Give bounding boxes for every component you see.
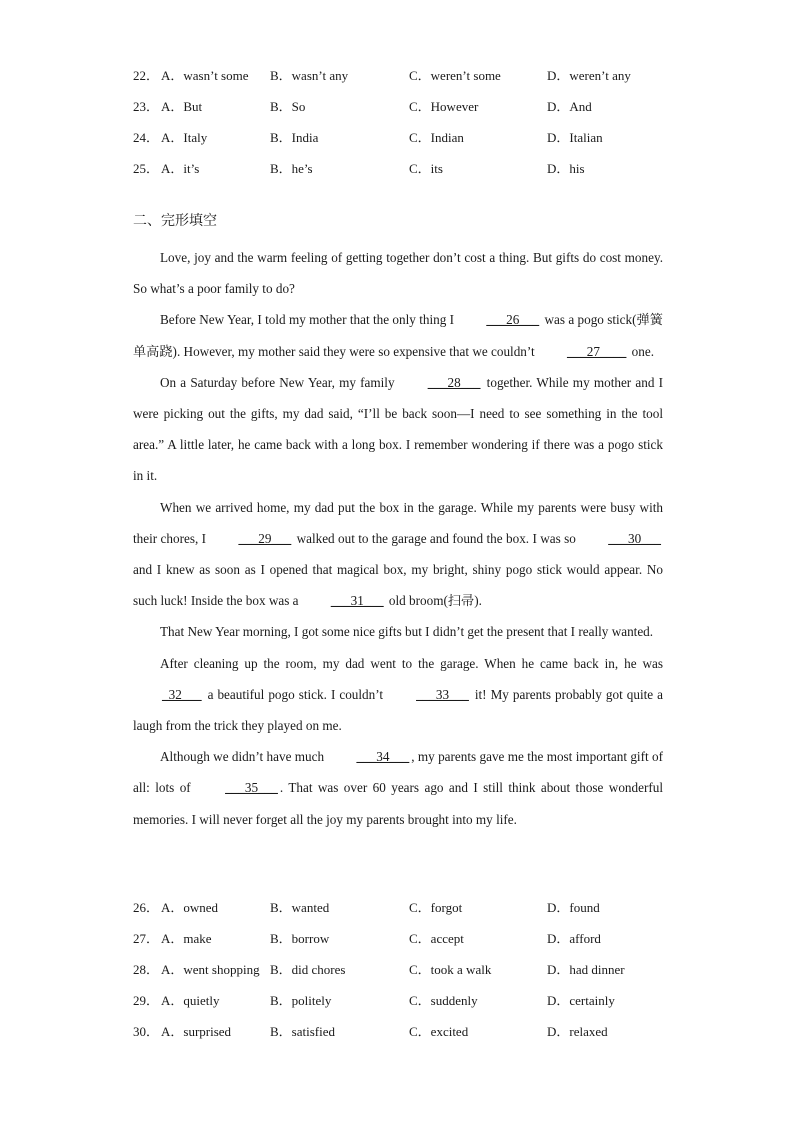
question-number: 28． bbox=[133, 962, 160, 977]
option-d: D．relaxed bbox=[547, 1024, 608, 1039]
paragraph-text: a beautiful pogo stick. I couldn’t bbox=[203, 686, 388, 702]
question-row bbox=[133, 898, 693, 918]
paragraph bbox=[133, 492, 663, 617]
option-b: B．So bbox=[270, 99, 306, 114]
option-b: B．India bbox=[270, 130, 319, 145]
question-number: 27． bbox=[133, 931, 160, 946]
option-d: D．his bbox=[547, 161, 585, 176]
paragraph-text: When we arrived home, my dad put the box in the garage. While my parents were busy with their chores, I bbox=[133, 499, 663, 546]
option-a: A．make bbox=[161, 931, 212, 946]
paragraph-text: one. bbox=[628, 343, 654, 359]
paragraph-text: together. While my mother and I were picking out the gifts, my dad said, “I’ll be back soon—I need to see something in the tool area.” A little later, he came back with a long box. I remember wondering if there was a pogo stick in it. bbox=[133, 374, 663, 484]
blank-28: ___28___ bbox=[427, 374, 481, 390]
option-d: D．Italian bbox=[547, 130, 603, 145]
option-a: A．surprised bbox=[161, 1024, 232, 1039]
paragraph-text: Love, joy and the warm feeling of getting together don’t cost a thing. But gifts do cost money. So what’s a poor family to do? bbox=[133, 250, 663, 297]
option-a: A．it’s bbox=[161, 161, 200, 176]
option-c: C．took a walk bbox=[409, 962, 492, 977]
question-number: 26． bbox=[133, 900, 160, 915]
paragraph-text: it! My parents probably got quite a laugh from the trick they played on me. bbox=[133, 686, 664, 734]
option-d: D．afford bbox=[547, 931, 601, 946]
option-b: B．politely bbox=[270, 993, 332, 1008]
question-row bbox=[133, 1022, 693, 1042]
cloze-passage bbox=[133, 242, 663, 835]
option-a: A．went shopping bbox=[161, 962, 260, 977]
blank-29: ___29___ bbox=[238, 530, 292, 546]
blank-27: ___27____ bbox=[567, 343, 627, 359]
option-c: C．excited bbox=[409, 1024, 469, 1039]
blank-35: ___35___ bbox=[225, 780, 278, 796]
question-row bbox=[133, 929, 693, 949]
option-a: A．wasn’t some bbox=[161, 68, 249, 83]
paragraph-text: walked out to the garage and found the box. I was so bbox=[293, 530, 580, 546]
option-d: D．certainly bbox=[547, 993, 615, 1008]
section-title: 二、完形填空 bbox=[133, 213, 217, 229]
option-a: A．owned bbox=[161, 900, 219, 915]
paragraph-text: That New Year morning, I got some nice gifts but I didn’t get the present that I really wanted. bbox=[160, 624, 654, 640]
blank-30: ___30___ bbox=[608, 530, 661, 546]
question-row bbox=[133, 960, 693, 980]
question-number: 30． bbox=[133, 1024, 160, 1039]
paragraph-text: old broom(扫帚). bbox=[385, 593, 482, 609]
option-a: A．But bbox=[161, 99, 203, 114]
option-c: C．Indian bbox=[409, 130, 464, 145]
option-b: B．borrow bbox=[270, 931, 330, 946]
option-b: B．did chores bbox=[270, 962, 346, 977]
option-c: C．weren’t some bbox=[409, 68, 501, 83]
option-c: C．forgot bbox=[409, 900, 463, 915]
option-c: C．However bbox=[409, 99, 479, 114]
question-number: 25． bbox=[133, 161, 160, 176]
option-b: B．wasn’t any bbox=[270, 68, 349, 83]
paragraph-text: and I knew as soon as I opened that magical box, my bright, shiny pogo stick would appear. No such luck! Inside the box was a bbox=[133, 562, 663, 609]
option-c: C．its bbox=[409, 161, 443, 176]
paragraph bbox=[133, 648, 663, 742]
paragraph-text: Before New Year, I told my mother that the only thing I bbox=[160, 312, 458, 328]
question-row bbox=[133, 991, 693, 1011]
paragraph-text: Although we didn’t have much bbox=[160, 749, 328, 765]
question-row bbox=[133, 159, 693, 179]
paragraph bbox=[133, 304, 663, 366]
paragraph-text: was a pogo stick(弹簧单高跷). However, my mother said they were so expensive that we couldn’t bbox=[133, 312, 663, 359]
question-row bbox=[133, 97, 693, 117]
paragraph bbox=[133, 741, 663, 835]
blank-33: ___33___ bbox=[416, 686, 469, 702]
paragraph-text: On a Saturday before New Year, my family bbox=[160, 374, 399, 390]
paragraph bbox=[133, 367, 663, 492]
option-d: D．And bbox=[547, 99, 592, 114]
paragraph-text: . That was over 60 years ago and I still think about those wonderful memories. I will never forget all the joy my parents brought into my life. bbox=[133, 780, 663, 827]
question-number: 24． bbox=[133, 130, 160, 145]
blank-31: ___31___ bbox=[330, 593, 384, 609]
question-number: 23． bbox=[133, 99, 160, 114]
option-c: C．suddenly bbox=[409, 993, 478, 1008]
blank-32: _32___ bbox=[162, 686, 202, 702]
option-a: A．Italy bbox=[161, 130, 208, 145]
option-d: D．weren’t any bbox=[547, 68, 631, 83]
question-number: 29． bbox=[133, 993, 160, 1008]
paragraph-text: , my parents gave me the most important gift of all: lots of bbox=[133, 749, 663, 796]
paragraph-text: After cleaning up the room, my dad went to the garage. When he came back in, he was bbox=[160, 655, 663, 671]
option-b: B．he’s bbox=[270, 161, 313, 176]
option-a: A．quietly bbox=[161, 993, 220, 1008]
option-d: D．had dinner bbox=[547, 962, 625, 977]
paragraph bbox=[133, 616, 663, 647]
question-row bbox=[133, 66, 693, 86]
option-b: B．satisfied bbox=[270, 1024, 335, 1039]
paragraph bbox=[133, 242, 663, 304]
option-c: C．accept bbox=[409, 931, 464, 946]
option-b: B．wanted bbox=[270, 900, 330, 915]
blank-34: ___34___ bbox=[356, 749, 410, 765]
question-number: 22． bbox=[133, 68, 160, 83]
option-d: D．found bbox=[547, 900, 600, 915]
question-row bbox=[133, 128, 693, 148]
blank-26: ___26___ bbox=[486, 312, 540, 328]
